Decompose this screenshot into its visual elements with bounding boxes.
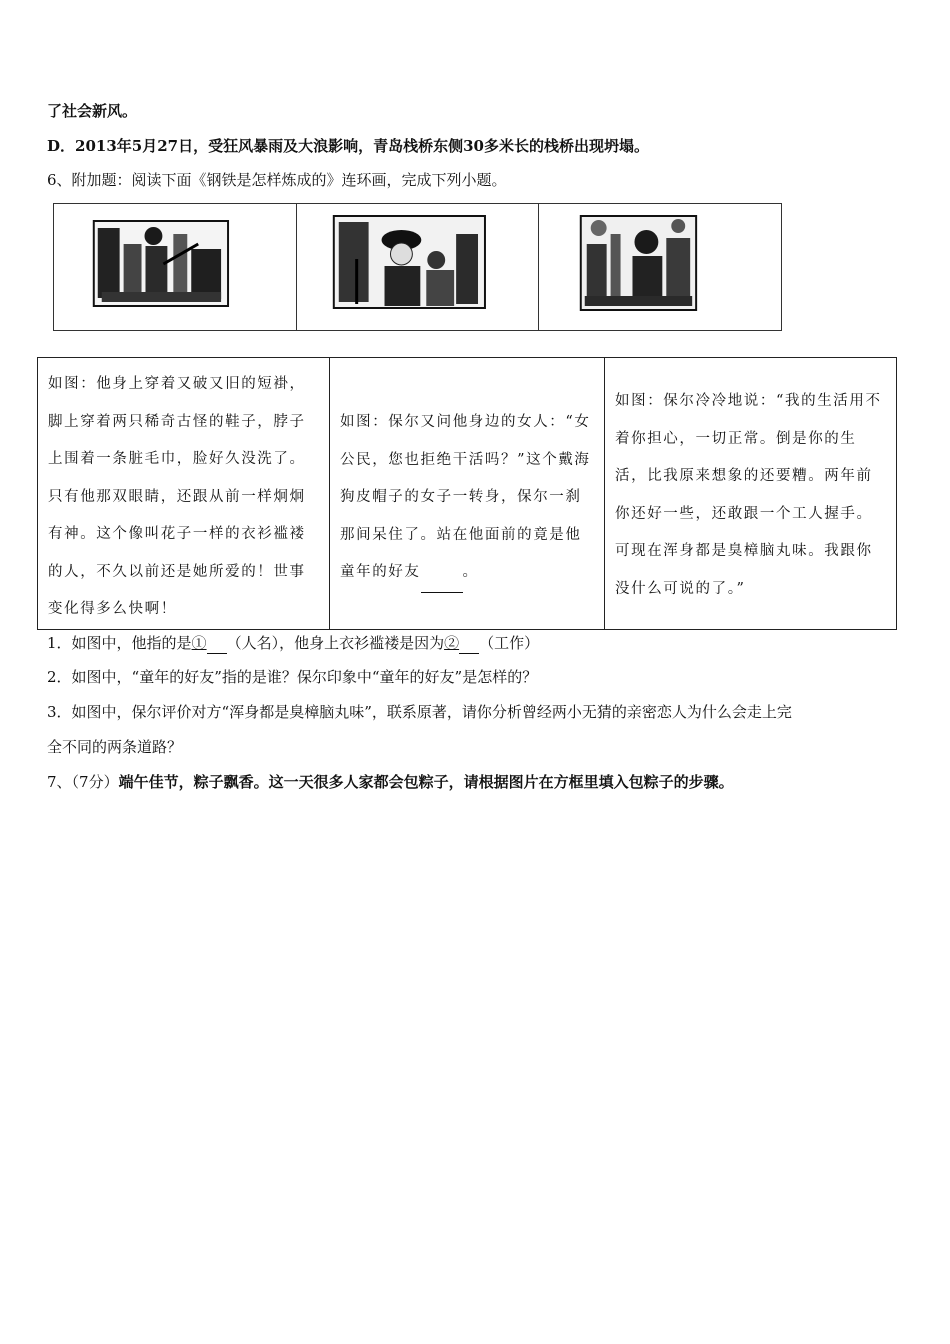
comic-panel-3 bbox=[539, 204, 781, 330]
question-2: 2．如图中，“童年的好友”指的是谁？保尔印象中“童年的好友”是怎样的？ bbox=[47, 668, 538, 686]
blank-marker-1: ① bbox=[191, 634, 207, 652]
comic-image-3 bbox=[539, 204, 781, 330]
comic-panel-1 bbox=[54, 204, 297, 330]
comic-strip bbox=[53, 203, 782, 331]
answer-blank-1[interactable] bbox=[207, 633, 227, 654]
answer-blank-2[interactable] bbox=[459, 633, 479, 654]
caption-text-2 bbox=[340, 404, 594, 593]
comic-image-1 bbox=[54, 204, 296, 330]
question-3-line-2: 全不同的两条道路？ bbox=[47, 738, 183, 756]
caption-text-1: 如图：他身上穿着又破又旧的短褂，脚上穿着两只稀奇古怪的鞋子，脖子上围着一条脏毛巾，脸好久没洗了。只有他那双眼睛，还跟从前一样炯炯有神。这个像叫花子一样的衣衫褴褛的人，不久以前还是她所爱的！世事变化得多么快啊！ bbox=[48, 376, 306, 617]
question-6-heading: 6、附加题：阅读下面《钢铁是怎样炼成的》连环画，完成下列小题。 bbox=[47, 171, 507, 189]
caption-text-2-end: 。 bbox=[462, 564, 479, 580]
question-7-text: 端午佳节，粽子飘香。这一天很多人家都会包粽子，请根据图片在方框里填入包粽子的步骤。 bbox=[118, 773, 734, 791]
option-d: D．2013年5月27日，受狂风暴雨及大浪影响，青岛栈桥东侧30多米长的栈桥出现坍塌。 bbox=[47, 137, 649, 155]
question-1 bbox=[47, 633, 539, 654]
answer-blank[interactable] bbox=[421, 554, 463, 593]
blank-marker-2: ② bbox=[444, 634, 460, 652]
caption-cell-3 bbox=[605, 358, 896, 629]
text-line: 了社会新风。 bbox=[47, 102, 138, 120]
caption-text-3: 如图：保尔冷冷地说：“我的生活用不着你担心，一切正常。倒是你的生活，比我原来想象的还要糟。两年前你还好一些，还敢跟一个工人握手。可现在浑身都是臭樟脑丸味。我跟你没什么可说的了。” bbox=[615, 393, 882, 597]
question-3-line-1: 3．如图中，保尔评价对方“浑身都是臭樟脑丸味”，联系原著，请你分析曾经两小无猜的亲密恋人为什么会走上完 bbox=[47, 703, 792, 721]
comic-panel-2 bbox=[297, 204, 540, 330]
caption-cell-2 bbox=[330, 358, 605, 629]
caption-table bbox=[37, 357, 897, 630]
question-1-text-a: 1．如图中，他指的是 bbox=[47, 634, 192, 652]
caption-cell-1 bbox=[38, 358, 330, 629]
question-1-text-c: （工作） bbox=[479, 634, 540, 652]
question-7-score: 7、（7分） bbox=[47, 773, 119, 791]
caption-text-2-body: 如图：保尔又问他身边的女人：“女公民，您也拒绝干活吗？”这个戴海狗皮帽子的女子一转身，保尔一刹那间呆住了。站在他面前的竟是他童年的好友 bbox=[340, 414, 591, 580]
question-7 bbox=[47, 772, 734, 792]
question-1-text-b: （人名），他身上衣衫褴褛是因为 bbox=[226, 634, 445, 652]
comic-image-2 bbox=[297, 204, 539, 330]
